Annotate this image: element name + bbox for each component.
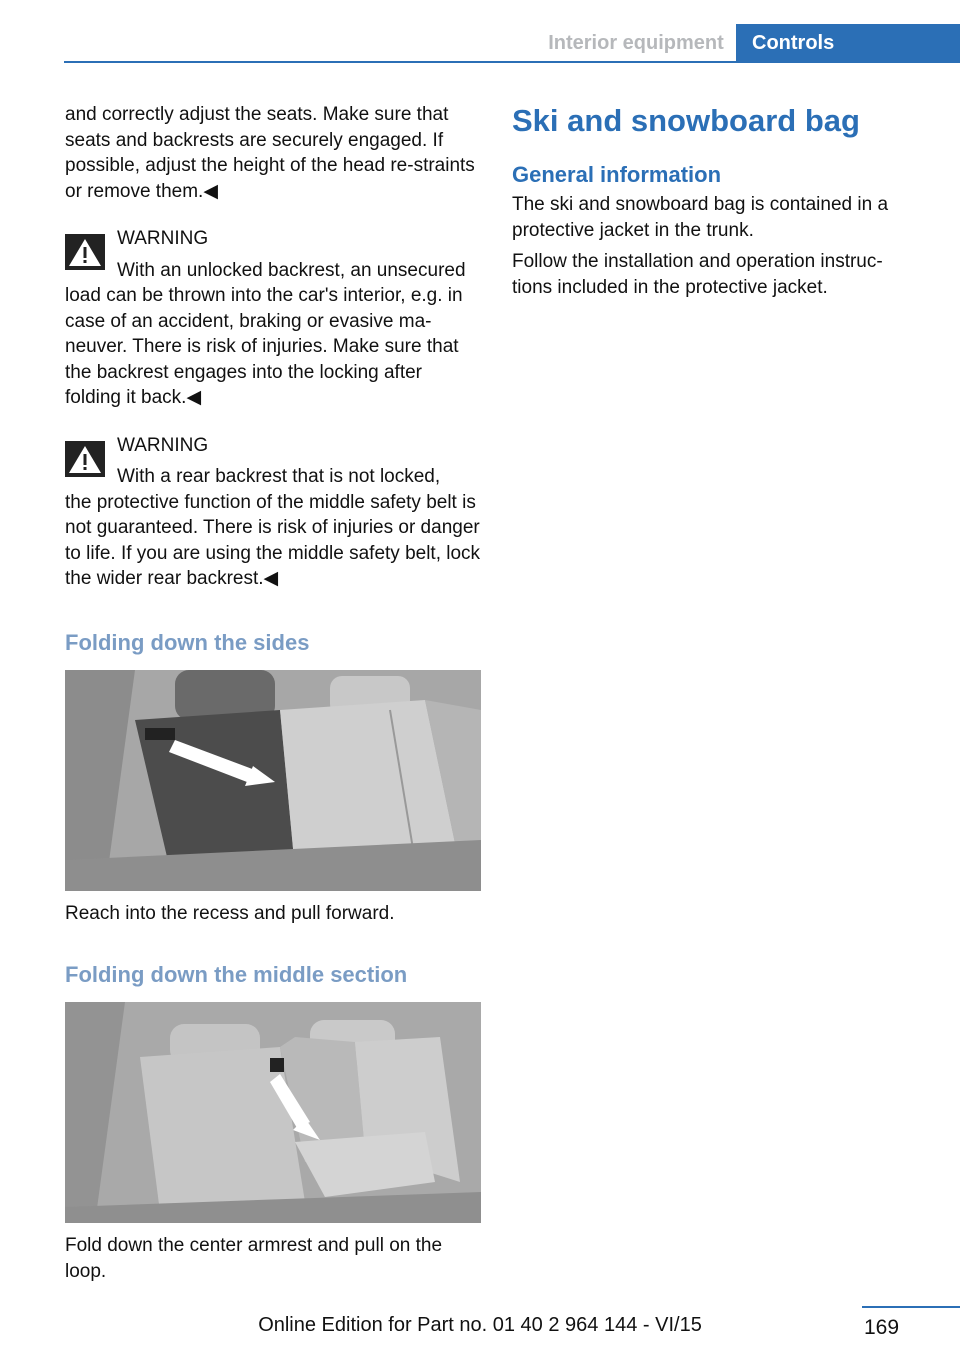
left-column <box>65 102 481 1284</box>
page-title: Ski and snowboard bag <box>512 103 860 138</box>
edition-line: Online Edition for Part no. 01 40 2 964 144 - VI/15 <box>258 1314 702 1336</box>
caption-sides: Reach into the recess and pull forward. <box>65 902 395 924</box>
warning-text: load can be thrown into the car's interior, e.g. in case of an accident, braking or evasive ma-neuver. There is risk of injuries. Make sure that the backrest engages into the locking after folding it back.◀ <box>65 285 463 408</box>
rear-seat-middle-illustration <box>65 1002 481 1223</box>
page-number: 169 <box>864 1316 900 1339</box>
warning-block-1 <box>65 224 481 411</box>
warning-label: WARNING <box>117 228 209 249</box>
footer-rule <box>862 1306 960 1308</box>
warning-label: WARNING <box>117 434 209 456</box>
warning-triangle-icon <box>65 441 105 477</box>
right-column <box>512 102 912 300</box>
intro-paragraph: and correctly adjust the seats. Make sure that seats and backrests are securely engaged. If possible, adjust the height of the head re-straints or remove them.◀ <box>65 104 475 202</box>
warning-first-line: With a rear backrest that is not locked, <box>117 466 441 487</box>
section-heading-middle: Folding down the middle section <box>65 962 408 987</box>
subsection-heading: General information <box>512 162 722 187</box>
photo-rear-seat-side <box>65 670 481 891</box>
section-heading-sides: Folding down the sides <box>65 629 310 655</box>
caption-middle: Fold down the center armrest and pull on the loop. <box>65 1235 443 1282</box>
warning-first-line: With an unlocked backrest, an unsecured <box>117 259 466 281</box>
rear-seat-side-illustration <box>65 670 481 891</box>
warning-triangle-icon <box>65 234 105 270</box>
paragraph-2: Follow the installation and operation instruc-tions included in the protective jacket. <box>512 251 883 298</box>
warning-text: the protective function of the middle safety belt is not guaranteed. There is risk of injuries or danger to life. If you are using the middle safety belt, lock the wider rear backrest.◀ <box>65 491 481 589</box>
photo-rear-seat-middle <box>65 1002 481 1223</box>
header-section-tab: Interior equipment <box>548 31 724 54</box>
header-chapter-tab: Controls <box>736 24 960 62</box>
header-rule <box>64 61 960 63</box>
warning-block-2 <box>65 431 481 592</box>
paragraph-1: The ski and snowboard bag is contained in a protective jacket in the trunk. <box>512 194 889 241</box>
